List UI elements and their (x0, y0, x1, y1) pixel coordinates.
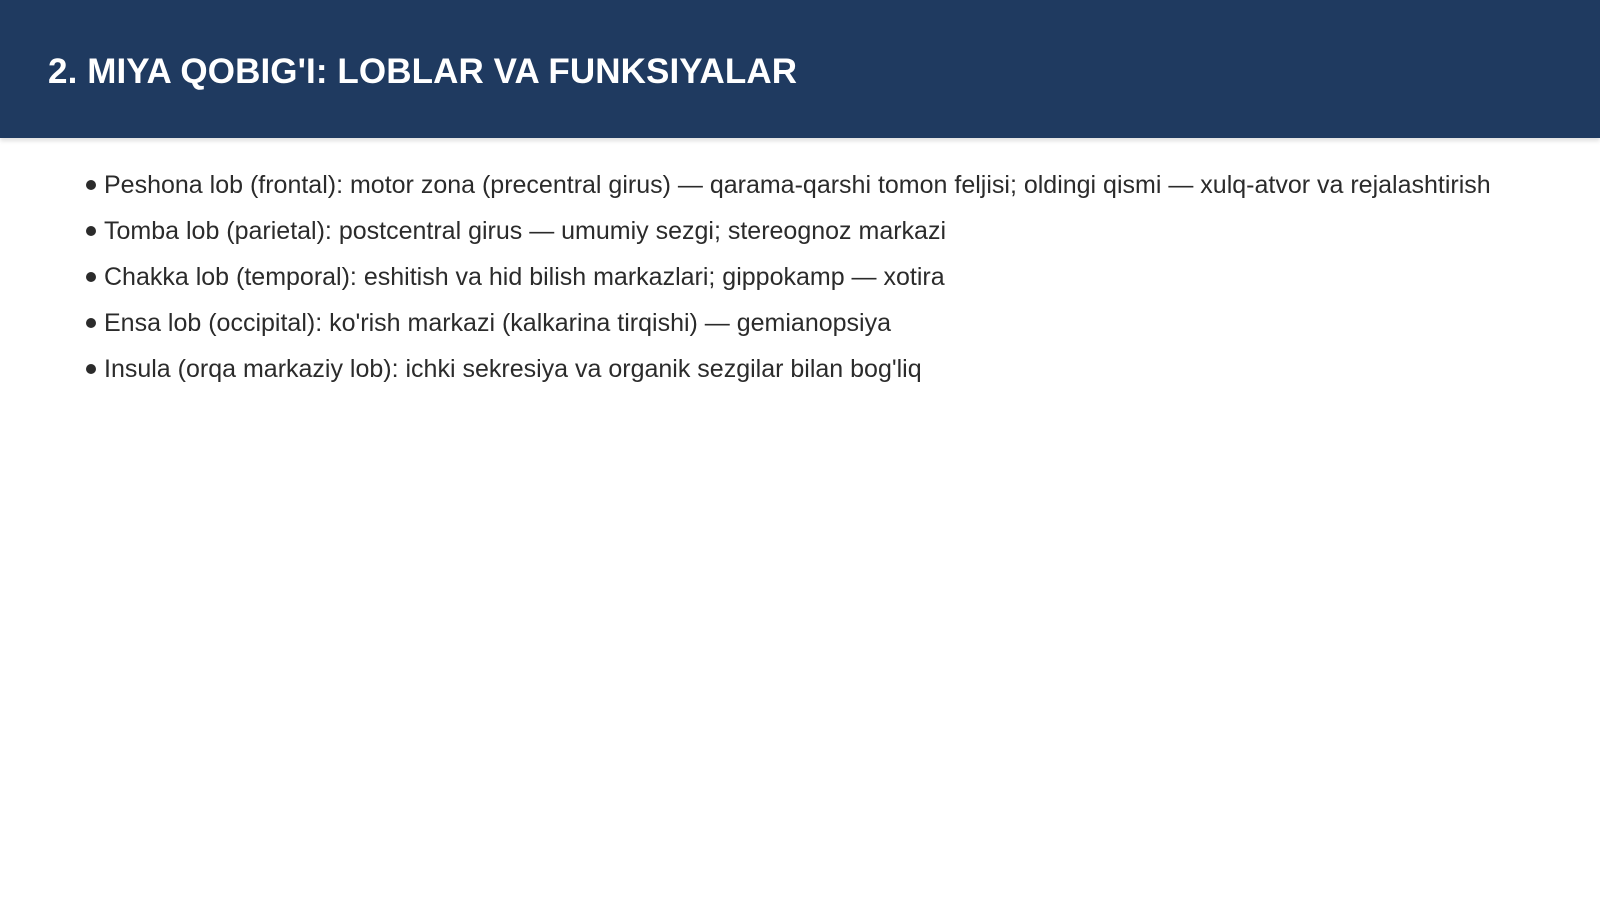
bullet-list (84, 167, 1504, 387)
bullet-text: Ensa lob (occipital): ko'rish markazi (kalkarina tirqishi) — gemianopsiya (104, 309, 891, 337)
bullet-text: Insula (orqa markaziy lob): ichki sekresiya va organik sezgilar bilan bog'liq (104, 355, 922, 383)
bullet-item-occipital (84, 305, 1504, 341)
slide-header (0, 0, 1600, 138)
bullet-dot-icon (86, 180, 96, 190)
slide-title: 2. MIYA QOBIG'I: LOBLAR VA FUNKSIYALAR (48, 52, 798, 91)
bullet-dot-icon (86, 318, 96, 328)
bullet-item-parietal (84, 213, 1504, 249)
bullet-text: Peshona lob (frontal): motor zona (precentral girus) — qarama-qarshi tomon feljisi; oldingi qismi — xulq-atvor va rejalashtirish (104, 171, 1491, 199)
bullet-dot-icon (86, 226, 96, 236)
slide-content (84, 167, 1504, 397)
bullet-dot-icon (86, 272, 96, 282)
bullet-item-frontal (84, 167, 1504, 203)
bullet-dot-icon (86, 364, 96, 374)
bullet-item-temporal (84, 259, 1504, 295)
bullet-text: Tomba lob (parietal): postcentral girus — umumiy sezgi; stereognoz markazi (104, 217, 947, 245)
bullet-item-insula (84, 351, 1504, 387)
bullet-text: Chakka lob (temporal): eshitish va hid bilish markazlari; gippokamp — xotira (104, 263, 945, 291)
